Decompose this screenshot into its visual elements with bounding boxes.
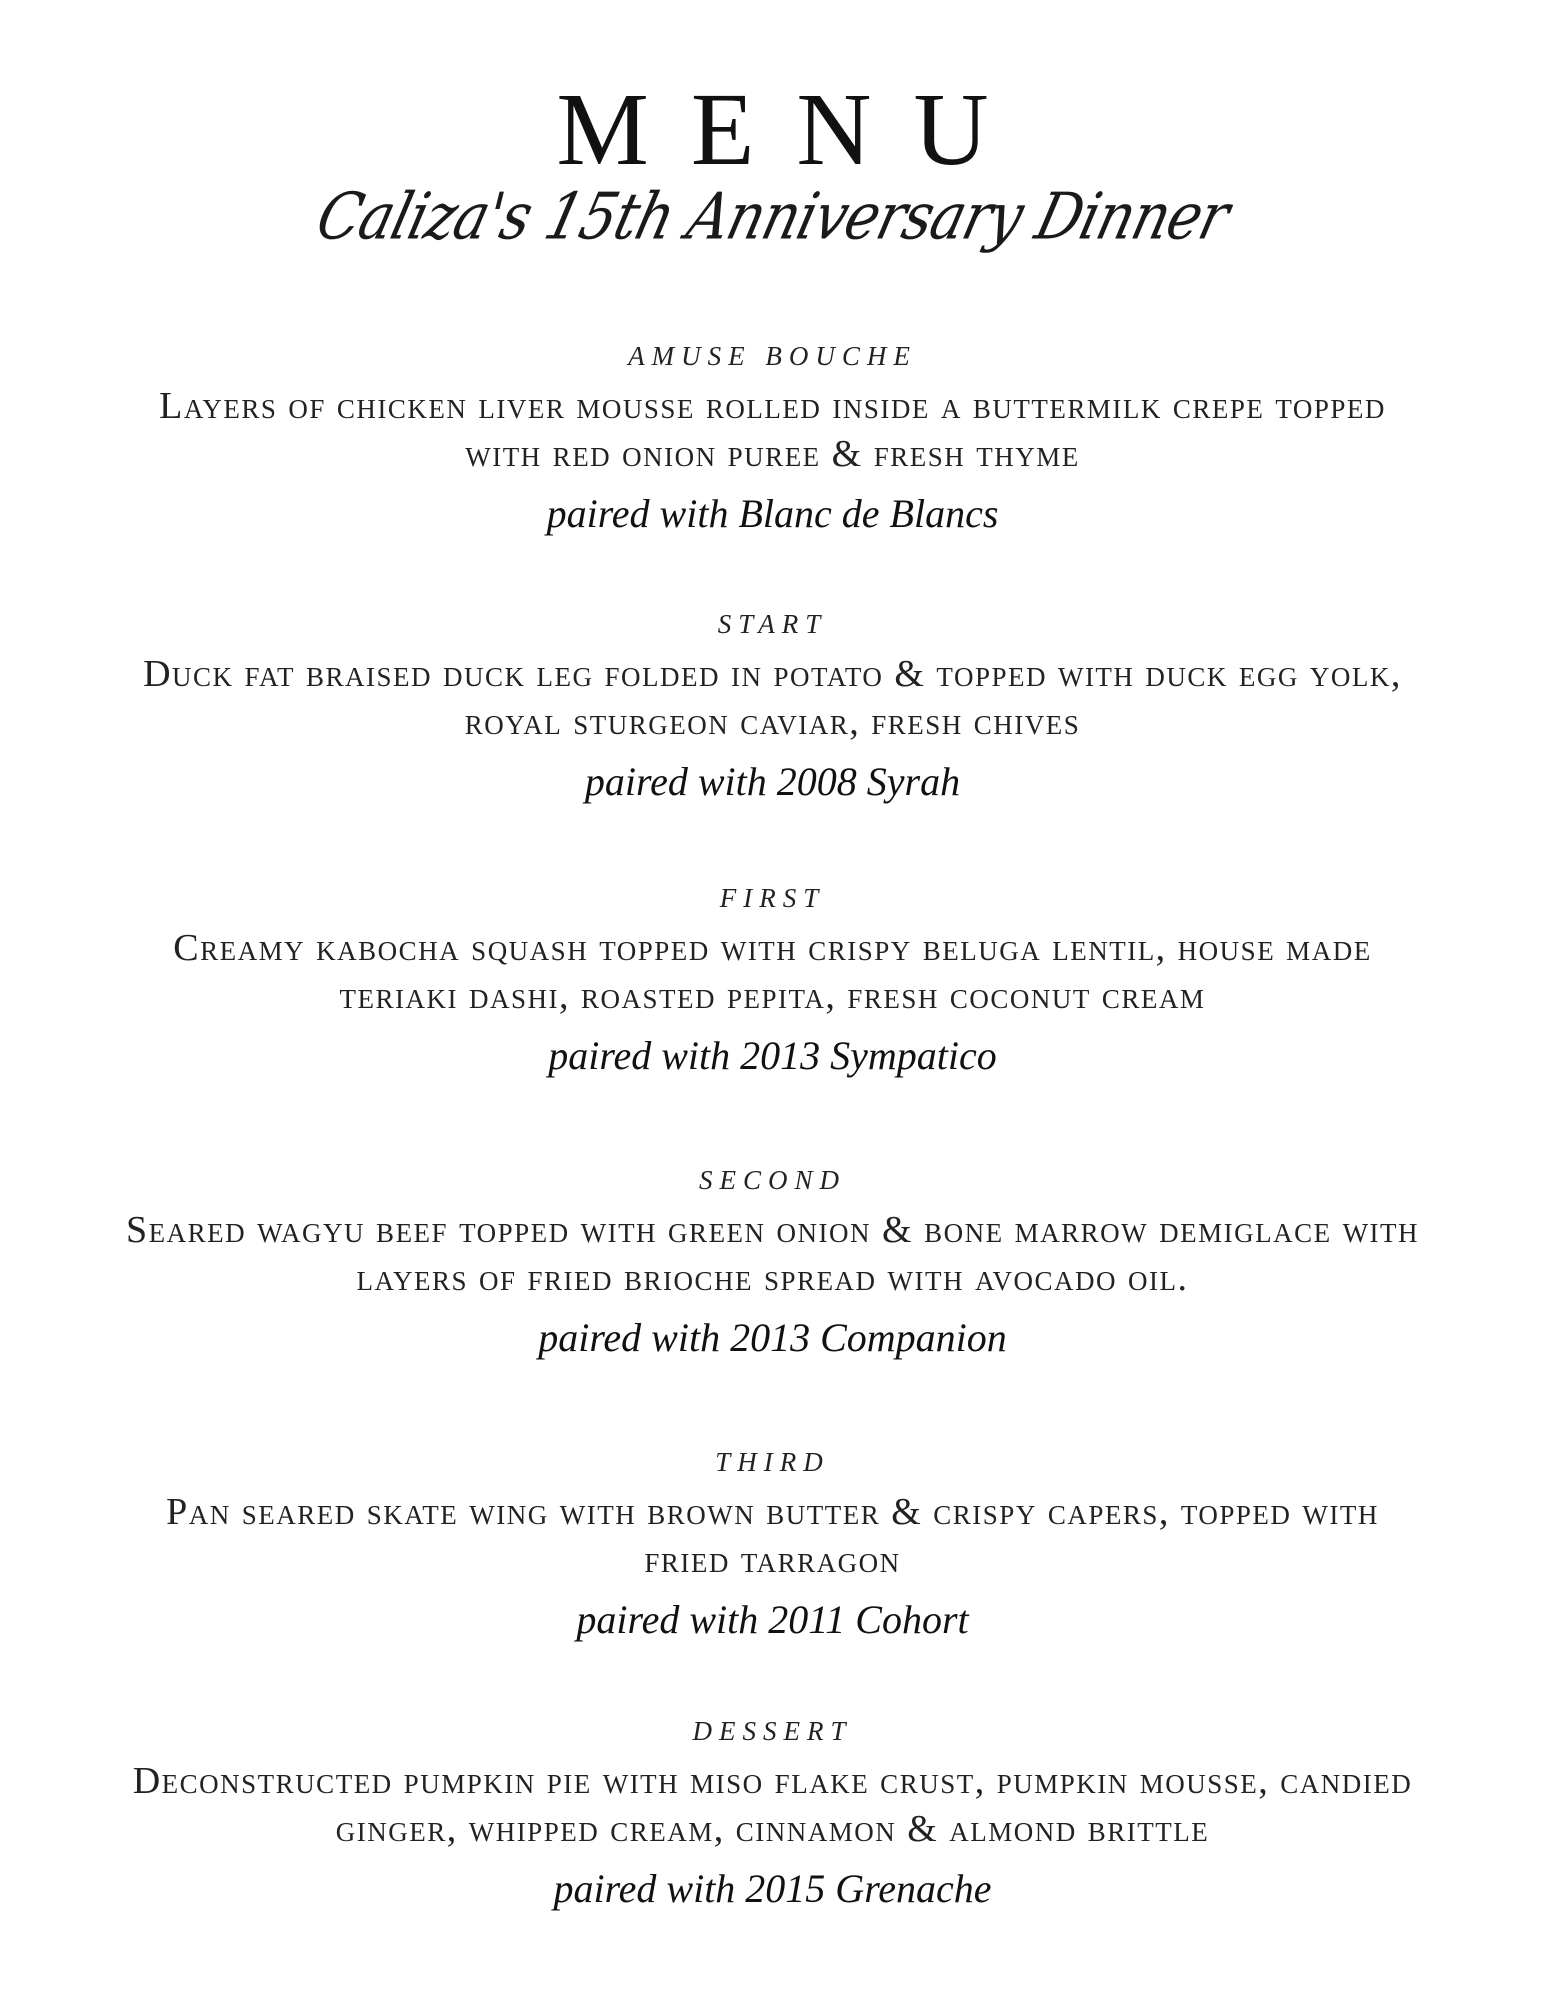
course-start	[120, 606, 1425, 808]
course-amuse-bouche	[120, 338, 1425, 540]
course-description: Seared wagyu beef topped with green onion & bone marrow demiglace with layers of fried brioche spread with avocado oil.	[125, 1209, 1420, 1299]
course-pairing: paired with 2013 Sympatico	[548, 1033, 997, 1078]
course-pairing: paired with 2013 Companion	[538, 1315, 1007, 1360]
course-name: DESSERT	[692, 1716, 853, 1746]
menu-title: MENU	[556, 72, 1031, 187]
course-pairing: paired with 2008 Syrah	[584, 759, 961, 804]
course-name: SECOND	[698, 1165, 846, 1195]
course-second	[120, 1162, 1425, 1364]
course-name: THIRD	[715, 1447, 830, 1477]
course-third	[120, 1444, 1425, 1646]
course-description: Duck fat braised duck leg folded in potato & topped with duck egg yolk, royal sturgeon caviar, fresh chives	[143, 653, 1402, 743]
course-first	[120, 880, 1425, 1082]
course-name: AMUSE BOUCHE	[628, 341, 917, 371]
course-name: FIRST	[719, 883, 826, 913]
menu-subtitle: Caliza's 15th Anniversary Dinner	[309, 180, 1236, 255]
course-name: START	[717, 609, 828, 639]
course-description: Layers of chicken liver mousse rolled inside a buttermilk crepe topped with red onion puree & fresh thyme	[159, 385, 1386, 475]
course-pairing: paired with 2015 Grenache	[553, 1866, 992, 1911]
course-description: Deconstructed pumpkin pie with miso flake crust, pumpkin mousse, candied ginger, whipped cream, cinnamon & almond brittle	[132, 1760, 1413, 1850]
course-pairing: paired with 2011 Cohort	[576, 1597, 969, 1642]
course-description: Pan seared skate wing with brown butter & crispy capers, topped with fried tarragon	[166, 1491, 1379, 1581]
course-description: Creamy kabocha squash topped with crispy beluga lentil, house made teriaki dashi, roasted pepita, fresh coconut cream	[173, 927, 1372, 1017]
course-dessert	[120, 1713, 1425, 1915]
course-pairing: paired with Blanc de Blancs	[546, 491, 999, 536]
